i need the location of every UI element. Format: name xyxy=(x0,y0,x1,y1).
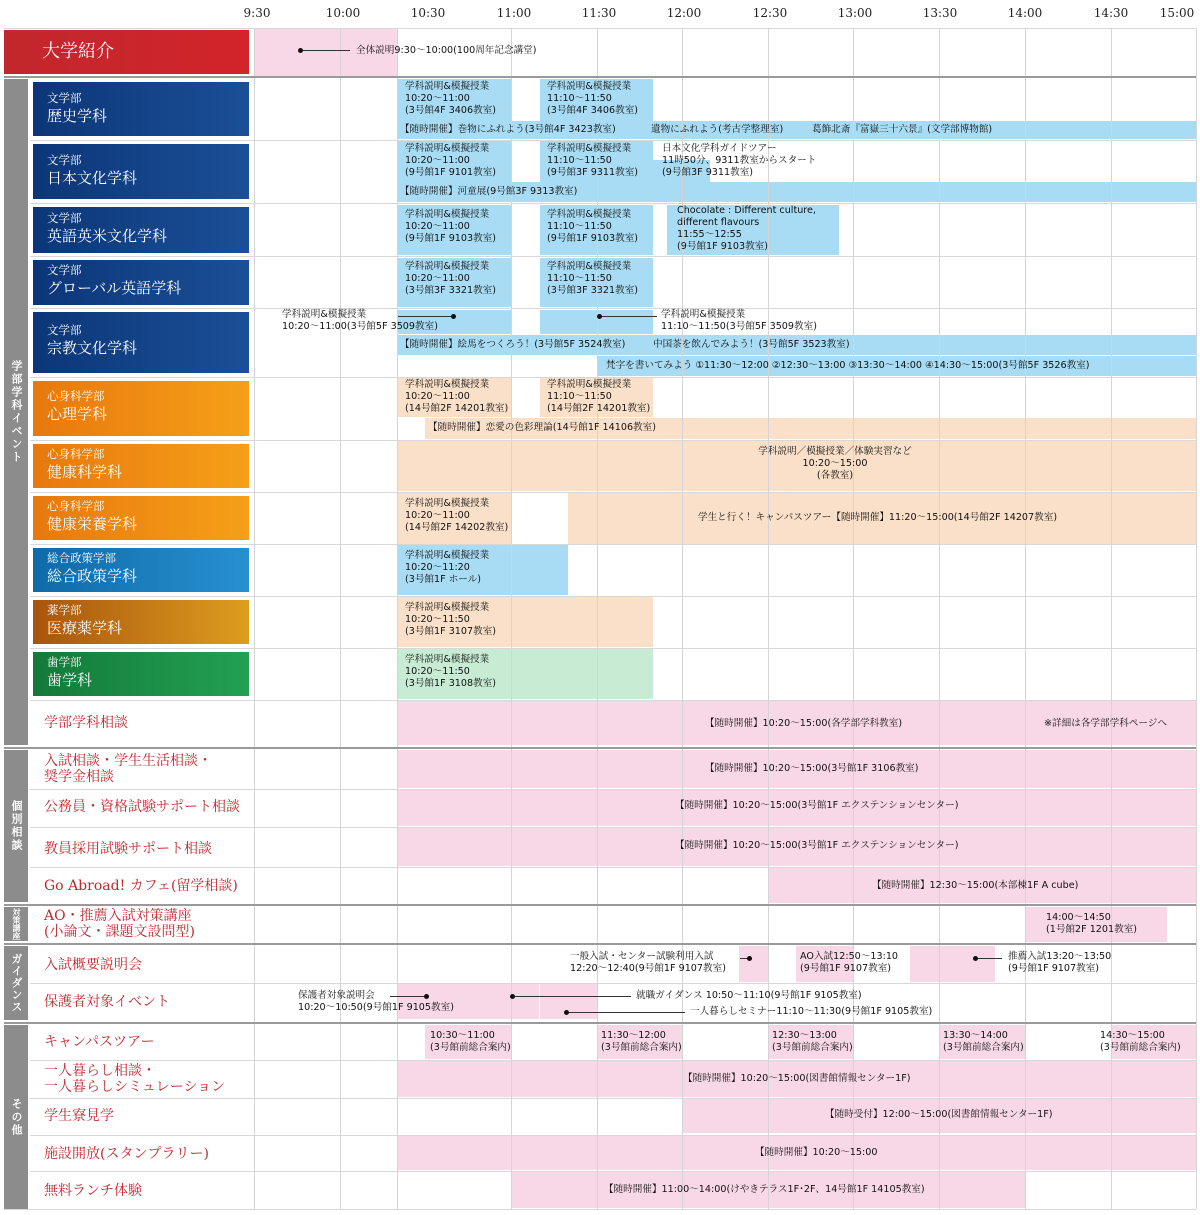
row-divider xyxy=(30,203,1196,204)
row-divider xyxy=(30,1098,1196,1099)
row-divider xyxy=(30,1135,1196,1136)
pointer-dot xyxy=(451,314,456,319)
event-text: 学科説明&模擬授業 10:20～11:00 (14号館2F 14201教室) xyxy=(405,379,509,414)
dept-health xyxy=(33,444,249,488)
dept-name: 医療薬学科 xyxy=(47,619,123,637)
dept-psych xyxy=(33,381,249,436)
faculty-name: 心身科学部 xyxy=(47,499,105,513)
pointer-dot xyxy=(973,956,978,961)
pointer-line xyxy=(567,1012,685,1013)
faculty-name: 文学部 xyxy=(47,91,82,105)
event-text: 学科説明&模擬授業 11:10～11:50 (9号館3F 9311教室) xyxy=(547,143,639,178)
event-text: 就職ガイダンス 10:50～11:10(9号館1F 9105教室) xyxy=(636,990,862,1001)
event-text: Chocolate : Different culture, different flavours 11:55～12:55 (9号館1F 9103教室) xyxy=(677,205,816,252)
row-divider xyxy=(30,700,1196,701)
event-text: 日本文化学科ガイドツアー 11時50分、9311教室からスタート (9号館3F 9311教室) xyxy=(662,143,817,178)
event-bar xyxy=(739,946,768,982)
event-text: 葛飾北斎『富嶽三十六景』(文学部博物館) xyxy=(812,124,993,135)
row-label: 一人暮らし相談・ 一人暮らしシミュレーション xyxy=(44,1063,226,1095)
pointer-dot xyxy=(298,48,303,53)
event-bar xyxy=(910,946,995,982)
grid-line xyxy=(511,28,512,1209)
event-text: 推薦入試13:20～13:50 (9号館1F 9107教室) xyxy=(1008,951,1112,974)
event-text: 【随時開催】10:20～15:00(各学部学科教室) xyxy=(705,718,903,729)
time-label: 11:00 xyxy=(496,6,532,20)
dept-name: 健康栄養学科 xyxy=(47,515,138,533)
time-label: 12:30 xyxy=(752,6,788,20)
event-text: 【随時開催】恋愛の色彩理論(14号館1F 14106教室) xyxy=(428,422,656,433)
event-text: 学科説明&模擬授業 11:10～11:50 (3号館4F 3406教室) xyxy=(547,81,639,116)
faculty-name: 文学部 xyxy=(47,211,82,225)
row-divider xyxy=(30,983,1196,984)
group-label xyxy=(4,750,28,902)
row-divider xyxy=(30,256,1196,257)
time-label: 14:30 xyxy=(1093,6,1129,20)
dept-name: 英語英米文化学科 xyxy=(47,227,168,245)
event-text: 学科説明／模擬授業／体験実習など 10:20～15:00 (各教室) xyxy=(758,446,912,481)
time-label: 12:00 xyxy=(666,6,702,20)
grid-line xyxy=(1025,28,1026,1209)
row-divider xyxy=(30,492,1196,493)
row-divider xyxy=(30,440,1196,441)
group-label xyxy=(4,1025,28,1209)
row-label: 保護者対象イベント xyxy=(44,994,170,1010)
event-text: 学科説明&模擬授業 10:20～11:50 (3号館1F 3107教室) xyxy=(405,602,497,637)
section-divider xyxy=(4,904,1196,906)
faculty-name: 心身科学部 xyxy=(47,389,105,403)
event-text: 学科説明&模擬授業 11:10～11:50 (9号館1F 9103教室) xyxy=(547,209,639,244)
row-divider xyxy=(30,544,1196,545)
tour-slot: 13:30～14:00 (3号館前総合案内) xyxy=(943,1030,1024,1053)
event-text: 【随時開催】巻物にふれよう(3号館4F 3423教室) xyxy=(400,124,616,135)
row-label: 施設開放(スタンプラリー) xyxy=(44,1146,209,1162)
dept-pharma xyxy=(33,600,249,644)
dept-name: 日本文化学科 xyxy=(47,169,138,187)
time-label: 10:00 xyxy=(325,6,361,20)
group-text: 個別相談 xyxy=(10,800,23,852)
row-divider xyxy=(30,789,1196,790)
row-divider xyxy=(4,1209,1196,1210)
row-label: 入試相談・学生生活相談・ 奨学金相談 xyxy=(44,753,212,785)
group-label xyxy=(4,907,28,941)
event-text: 学科説明&模擬授業 10:20～11:00 (9号館1F 9103教室) xyxy=(405,209,497,244)
event-text: 【随時開催】11:00～14:00(けやきテラス1F･2F、14号館1F 14105教室) xyxy=(604,1184,925,1195)
event-text: 【随時開催】河童展(9号館3F 9313教室) xyxy=(400,186,578,197)
event-text: 学科説明&模擬授業 10:20～11:00 (3号館3F 3321教室) xyxy=(405,261,497,296)
dept-name: 歴史学科 xyxy=(47,107,108,125)
pointer-dot xyxy=(564,1010,569,1015)
event-note: ※詳細は各学部学科ページへ xyxy=(1044,718,1167,729)
intro-label: 大学紹介 xyxy=(4,30,249,74)
intro-note: 全体説明9:30～10:00(100周年記念講堂) xyxy=(356,45,537,56)
faculty-name: 文学部 xyxy=(47,323,82,337)
row-label: 公務員・資格試験サポート相談 xyxy=(44,799,240,815)
event-text: 遺物にふれよう(考古学整理室) xyxy=(651,124,784,135)
dept-japanese xyxy=(33,144,249,199)
event-text: AO入試12:50～13:10 (9号館1F 9107教室) xyxy=(800,951,899,974)
event-text: 学科説明&模擬授業 10:20～11:20 (3号館1F ホール) xyxy=(405,550,490,585)
group-text: その他 xyxy=(10,1097,23,1137)
pointer-dot xyxy=(747,956,752,961)
row-divider xyxy=(30,596,1196,597)
dept-religion xyxy=(33,312,249,373)
dept-policy xyxy=(33,548,249,592)
pointer-dot xyxy=(597,314,602,319)
pointer-line xyxy=(976,958,1002,959)
row-divider xyxy=(30,140,1196,141)
event-text: 【随時開催】12:30～15:00(本部棟1F A cube) xyxy=(872,880,1079,891)
event-text: 【随時開催】絵馬をつくろう！(3号館5F 3524教室) xyxy=(400,339,626,350)
event-text: 学科説明&模擬授業 10:20～11:00(3号館5F 3509教室) xyxy=(282,309,438,332)
dept-name: 歯学科 xyxy=(47,671,93,689)
row-divider xyxy=(30,867,1196,868)
pointer-line xyxy=(390,996,426,997)
row-divider xyxy=(30,377,1196,378)
event-text: 【随時開催】10:20～15:00(3号館1F エクステンションセンター) xyxy=(675,800,959,811)
row-label: Go Abroad! カフェ(留学相談) xyxy=(44,878,238,894)
tour-slot: 11:30～12:00 (3号館前総合案内) xyxy=(601,1030,682,1053)
group-label xyxy=(4,946,28,1020)
faculty-name: 文学部 xyxy=(47,153,82,167)
time-label: 10:30 xyxy=(410,6,446,20)
group-taisaku xyxy=(4,907,28,941)
section-divider xyxy=(4,747,1196,749)
pointer-line xyxy=(513,996,631,997)
dept-nutrition xyxy=(33,496,249,540)
event-text: 学科説明&模擬授業 10:20～11:00 (9号館1F 9101教室) xyxy=(405,143,497,178)
time-label: 13:30 xyxy=(922,6,958,20)
time-label: 15:00 xyxy=(1159,6,1195,20)
dept-name: 心理学科 xyxy=(47,405,108,423)
grid-line xyxy=(939,28,940,1209)
dept-english xyxy=(33,207,249,253)
event-text: 中国茶を飲んでみよう！(3号館5F 3523教室) xyxy=(653,339,850,350)
row-divider xyxy=(30,308,1196,309)
time-label: 11:30 xyxy=(581,6,617,20)
time-label: 13:00 xyxy=(837,6,873,20)
grid-line xyxy=(340,28,341,1209)
tour-slot: 12:30～13:00 (3号館前総合案内) xyxy=(772,1030,853,1053)
row-divider xyxy=(30,1171,1196,1172)
pointer-dot xyxy=(510,994,515,999)
section-divider xyxy=(4,76,1196,78)
row-divider xyxy=(30,648,1196,649)
group-guidance xyxy=(4,946,28,1020)
tour-slot: 14:30～15:00 (3号館前総合案内) xyxy=(1100,1030,1181,1053)
event-text: 学科説明&模擬授業 10:20～11:00 (3号館4F 3406教室) xyxy=(405,81,497,116)
row-label: 学生寮見学 xyxy=(44,1108,114,1124)
row-divider xyxy=(30,827,1196,828)
pointer-line xyxy=(600,316,657,317)
event-text: 学科説明&模擬授業 11:10～11:50(3号館5F 3509教室) xyxy=(661,309,817,332)
grid-line xyxy=(597,28,598,1209)
faculty-name: 文学部 xyxy=(47,263,82,277)
pointer-dot xyxy=(424,994,429,999)
faculty-name: 心身科学部 xyxy=(47,447,105,461)
event-text: 学科説明&模擬授業 11:10～11:50 (3号館3F 3321教室) xyxy=(547,261,639,296)
event-text: 一般入試・センター試験利用入試 12:20～12:40(9号館1F 9107教室) xyxy=(570,951,726,974)
grid-line xyxy=(853,28,854,1209)
pointer-line xyxy=(300,50,350,51)
event-text: 学生と行く！キャンパスツアー【随時開催】11:20～15:00(14号館2F 14207教室) xyxy=(698,512,1058,523)
row-divider xyxy=(30,1060,1196,1061)
dept-name: 総合政策学科 xyxy=(47,567,138,585)
event-text: 【随時開催】10:20～15:00(3号館1F エクステンションセンター) xyxy=(675,840,959,851)
section-divider xyxy=(4,1022,1196,1024)
row-label: 教員採用試験サポート相談 xyxy=(44,841,212,857)
event-text: 【随時受付】12:00～15:00(図書館情報センター1F) xyxy=(825,1109,1053,1120)
event-text: 【随時開催】10:20～15:00(3号館1F 3106教室) xyxy=(705,763,919,774)
event-text: 学科説明&模擬授業 11:10～11:50 (14号館2F 14201教室) xyxy=(547,379,651,414)
group-faculty-events xyxy=(4,79,28,745)
dept-name: グローバル英語学科 xyxy=(47,279,182,297)
event-text: 一人暮らしセミナー11:10～11:30(9号館1F 9105教室) xyxy=(690,1006,933,1017)
pointer-line xyxy=(398,316,453,317)
grid-line xyxy=(397,28,398,1209)
event-text: 保護者対象説明会 10:20～10:50(9号館1F 9105教室) xyxy=(298,990,454,1013)
event-text: 学科説明&模擬授業 10:20～11:50 (3号館1F 3108教室) xyxy=(405,654,497,689)
grid-line xyxy=(254,28,255,1209)
dept-history xyxy=(33,82,249,136)
row-label: 学部学科相談 xyxy=(44,715,128,731)
dept-dental xyxy=(33,652,249,696)
group-other xyxy=(4,1025,28,1209)
row-label: キャンパスツアー xyxy=(44,1034,155,1050)
faculty-name: 歯学部 xyxy=(47,655,82,669)
event-text: 14:00～14:50 (1号館2F 1201教室) xyxy=(1046,912,1138,935)
grid-line xyxy=(1196,28,1197,1209)
event-text: 【随時開催】10:20～15:00(図書館情報センター1F) xyxy=(683,1073,911,1084)
dept-name: 健康科学科 xyxy=(47,463,123,481)
time-label: 14:00 xyxy=(1007,6,1043,20)
faculty-name: 薬学部 xyxy=(47,603,82,617)
time-label: 9:30 xyxy=(243,6,271,20)
row-label: 入試概要説明会 xyxy=(44,957,142,973)
row-label: AO・推薦入試対策講座 (小論文・課題文設問型) xyxy=(44,908,195,940)
event-text: 【随時開催】10:20～15:00 xyxy=(755,1147,878,1158)
group-label xyxy=(4,79,28,745)
event-text: 学科説明&模擬授業 10:20～11:00 (14号館2F 14202教室) xyxy=(405,498,509,533)
group-text: 対策講座 xyxy=(12,908,21,940)
group-text: ガイダンス xyxy=(10,953,23,1013)
dept-name: 宗教文化学科 xyxy=(47,339,138,357)
group-text: 学部学科イベント xyxy=(10,360,23,464)
row-divider xyxy=(4,28,1196,29)
tour-slot: 10:30～11:00 (3号館前総合案内) xyxy=(430,1030,511,1053)
faculty-name: 総合政策学部 xyxy=(47,551,116,565)
dept-global xyxy=(33,260,249,305)
section-divider xyxy=(4,943,1196,945)
row-label: 無料ランチ体験 xyxy=(44,1183,142,1199)
event-text: 梵字を書いてみよう ①11:30～12:00 ②12:30～13:00 ③13:30～14:00 ④14:30～15:00(3号館5F 3526教室) xyxy=(606,360,1090,371)
group-individual xyxy=(4,750,28,902)
